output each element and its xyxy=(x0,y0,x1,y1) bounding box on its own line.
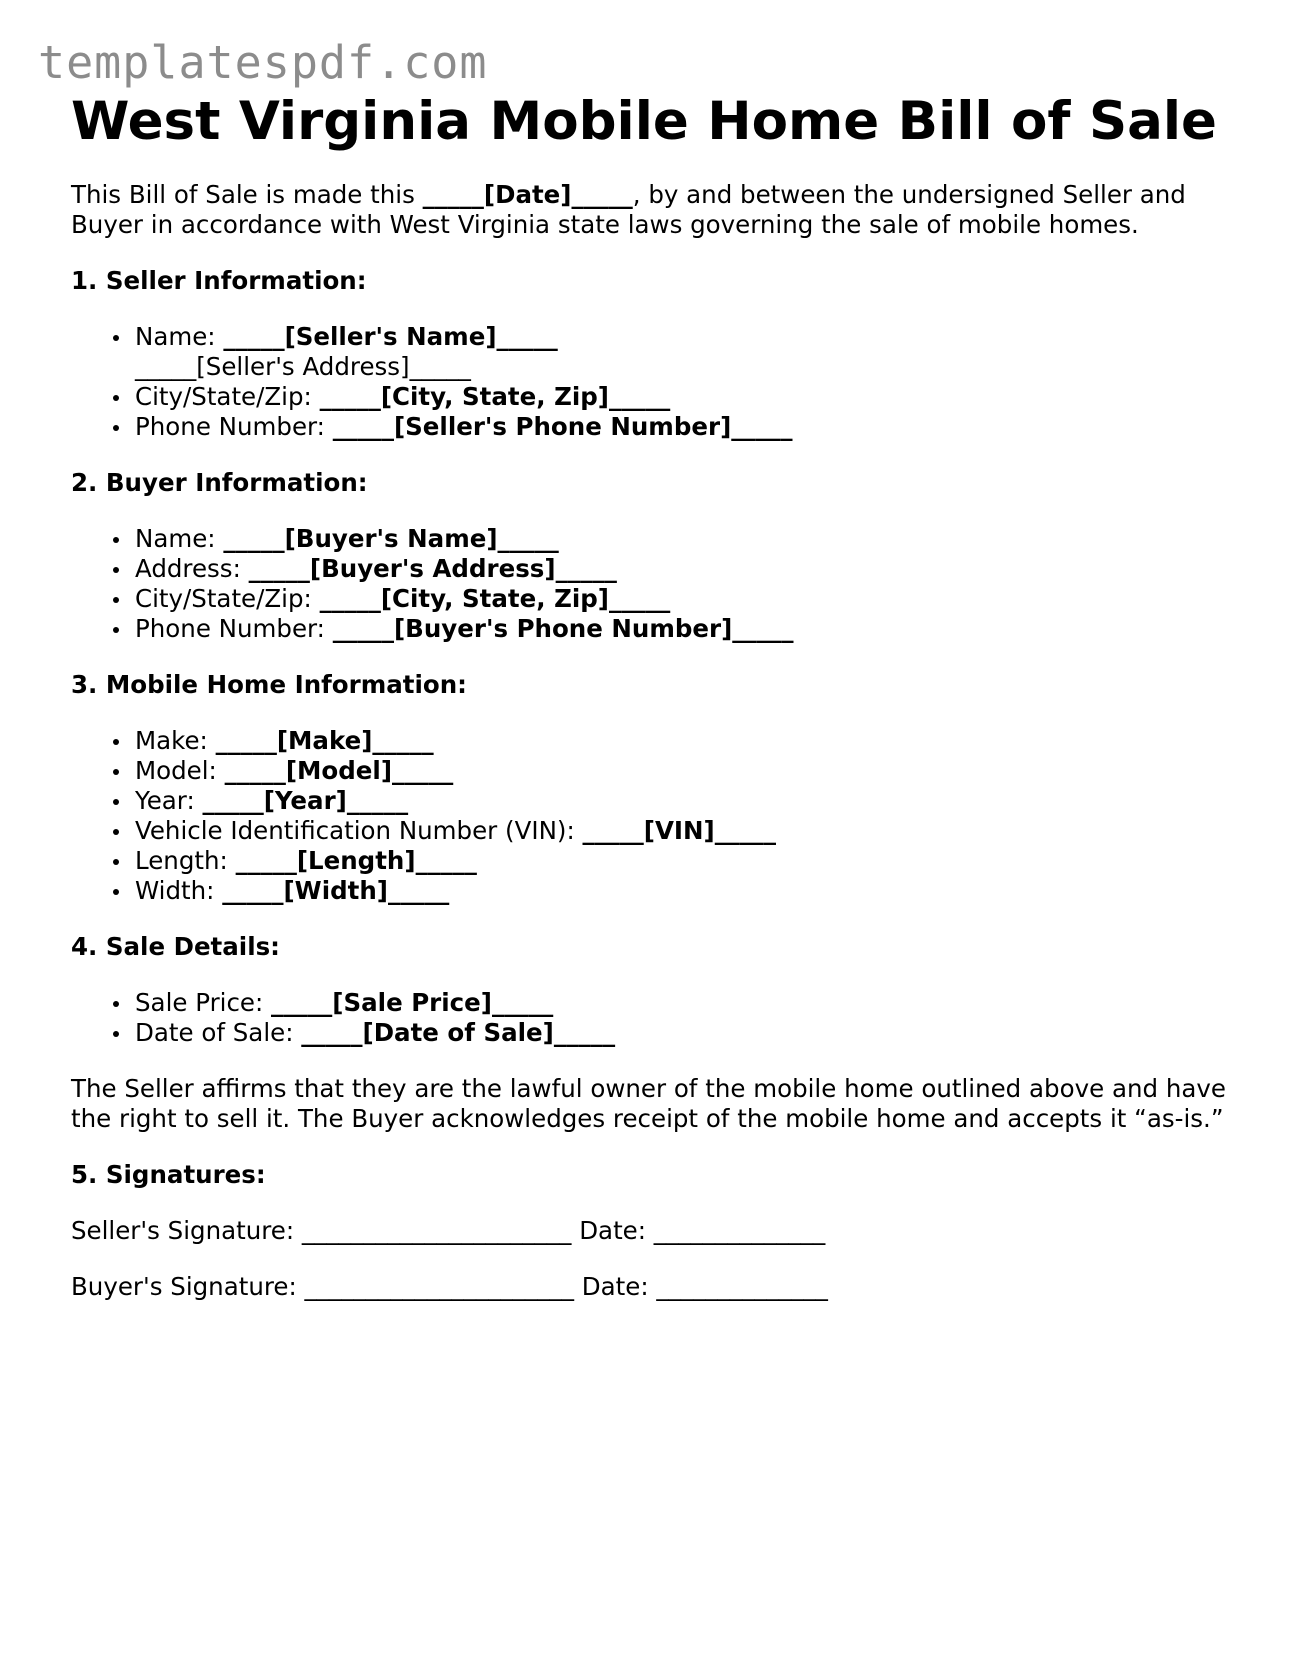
list-item xyxy=(135,412,1231,442)
buyer-info-list xyxy=(71,524,1231,644)
seller-phone-field: _____[Seller's Phone Number]_____ xyxy=(332,412,793,441)
list-item xyxy=(135,726,1231,756)
sale-date-label: Date of Sale: xyxy=(135,1018,302,1047)
sale-info-list xyxy=(71,988,1231,1048)
buyer-phone-label: Phone Number: xyxy=(135,614,333,643)
list-item xyxy=(135,756,1231,786)
buyer-address-label: Address: xyxy=(135,554,249,583)
list-item xyxy=(135,584,1231,614)
list-item xyxy=(135,816,1231,846)
home-section-heading: 3. Mobile Home Information: xyxy=(71,670,467,699)
document-page xyxy=(71,90,1231,1302)
date-field: _____[Date]_____ xyxy=(422,180,633,209)
list-item xyxy=(135,876,1231,906)
intro-text-after: , by and between the undersigned Seller and Buyer in accordance with West Virginia state laws governing the sale of mobile homes. xyxy=(71,180,1186,239)
intro-text-before: This Bill of Sale is made this xyxy=(71,180,423,209)
signatures-section-heading: 5. Signatures: xyxy=(71,1160,266,1189)
sale-date-field: _____[Date of Sale]_____ xyxy=(301,1018,616,1047)
list-item xyxy=(135,322,1231,352)
model-label: Model: xyxy=(135,756,225,785)
make-label: Make: xyxy=(135,726,216,755)
seller-section-heading: 1. Seller Information: xyxy=(71,266,367,295)
home-info-list xyxy=(71,726,1231,906)
seller-city-label: City/State/Zip: xyxy=(135,382,320,411)
list-item xyxy=(135,352,1231,382)
document-title: West Virginia Mobile Home Bill of Sale xyxy=(71,91,1217,152)
year-field: _____[Year]_____ xyxy=(202,786,409,815)
buyer-city-field: _____[City, State, Zip]_____ xyxy=(319,584,671,613)
seller-city-field: _____[City, State, Zip]_____ xyxy=(319,382,671,411)
intro-paragraph xyxy=(71,180,1231,240)
sale-price-label: Sale Price: xyxy=(135,988,272,1017)
watermark: templatespdf.com xyxy=(38,36,488,89)
length-label: Length: xyxy=(135,846,236,875)
sale-section-heading: 4. Sale Details: xyxy=(71,932,280,961)
length-field: _____[Length]_____ xyxy=(235,846,477,875)
buyer-section-heading: 2. Buyer Information: xyxy=(71,468,368,497)
seller-info-list xyxy=(71,322,1231,442)
year-label: Year: xyxy=(135,786,203,815)
seller-phone-label: Phone Number: xyxy=(135,412,333,441)
model-field: _____[Model]_____ xyxy=(224,756,454,785)
seller-name-label: Name: xyxy=(135,322,224,351)
buyer-city-label: City/State/Zip: xyxy=(135,584,320,613)
make-field: _____[Make]_____ xyxy=(215,726,434,755)
seller-name-field: _____[Seller's Name]_____ xyxy=(223,322,558,351)
vin-label: Vehicle Identification Number (VIN): xyxy=(135,816,583,845)
buyer-name-label: Name: xyxy=(135,524,224,553)
list-item xyxy=(135,382,1231,412)
buyer-signature-line: Buyer's Signature: ______________________ Date: ______________ xyxy=(71,1272,828,1301)
list-item xyxy=(135,988,1231,1018)
list-item xyxy=(135,1018,1231,1048)
width-label: Width: xyxy=(135,876,223,905)
buyer-address-field: _____[Buyer's Address]_____ xyxy=(248,554,617,583)
affirmation-paragraph: The Seller affirms that they are the lawful owner of the mobile home outlined above and have the right to sell it. The Buyer acknowledges receipt of the mobile home and accepts it “as-is.” xyxy=(71,1074,1226,1133)
list-item xyxy=(135,524,1231,554)
list-item xyxy=(135,554,1231,584)
buyer-name-field: _____[Buyer's Name]_____ xyxy=(223,524,559,553)
list-item xyxy=(135,786,1231,816)
width-field: _____[Width]_____ xyxy=(222,876,450,905)
seller-address-field: _____[Seller's Address]_____ xyxy=(135,352,471,381)
list-item xyxy=(135,846,1231,876)
vin-field: _____[VIN]_____ xyxy=(582,816,776,845)
buyer-phone-field: _____[Buyer's Phone Number]_____ xyxy=(332,614,794,643)
list-item xyxy=(135,614,1231,644)
seller-signature-line: Seller's Signature: ______________________ Date: ______________ xyxy=(71,1216,826,1245)
sale-price-field: _____[Sale Price]_____ xyxy=(271,988,554,1017)
